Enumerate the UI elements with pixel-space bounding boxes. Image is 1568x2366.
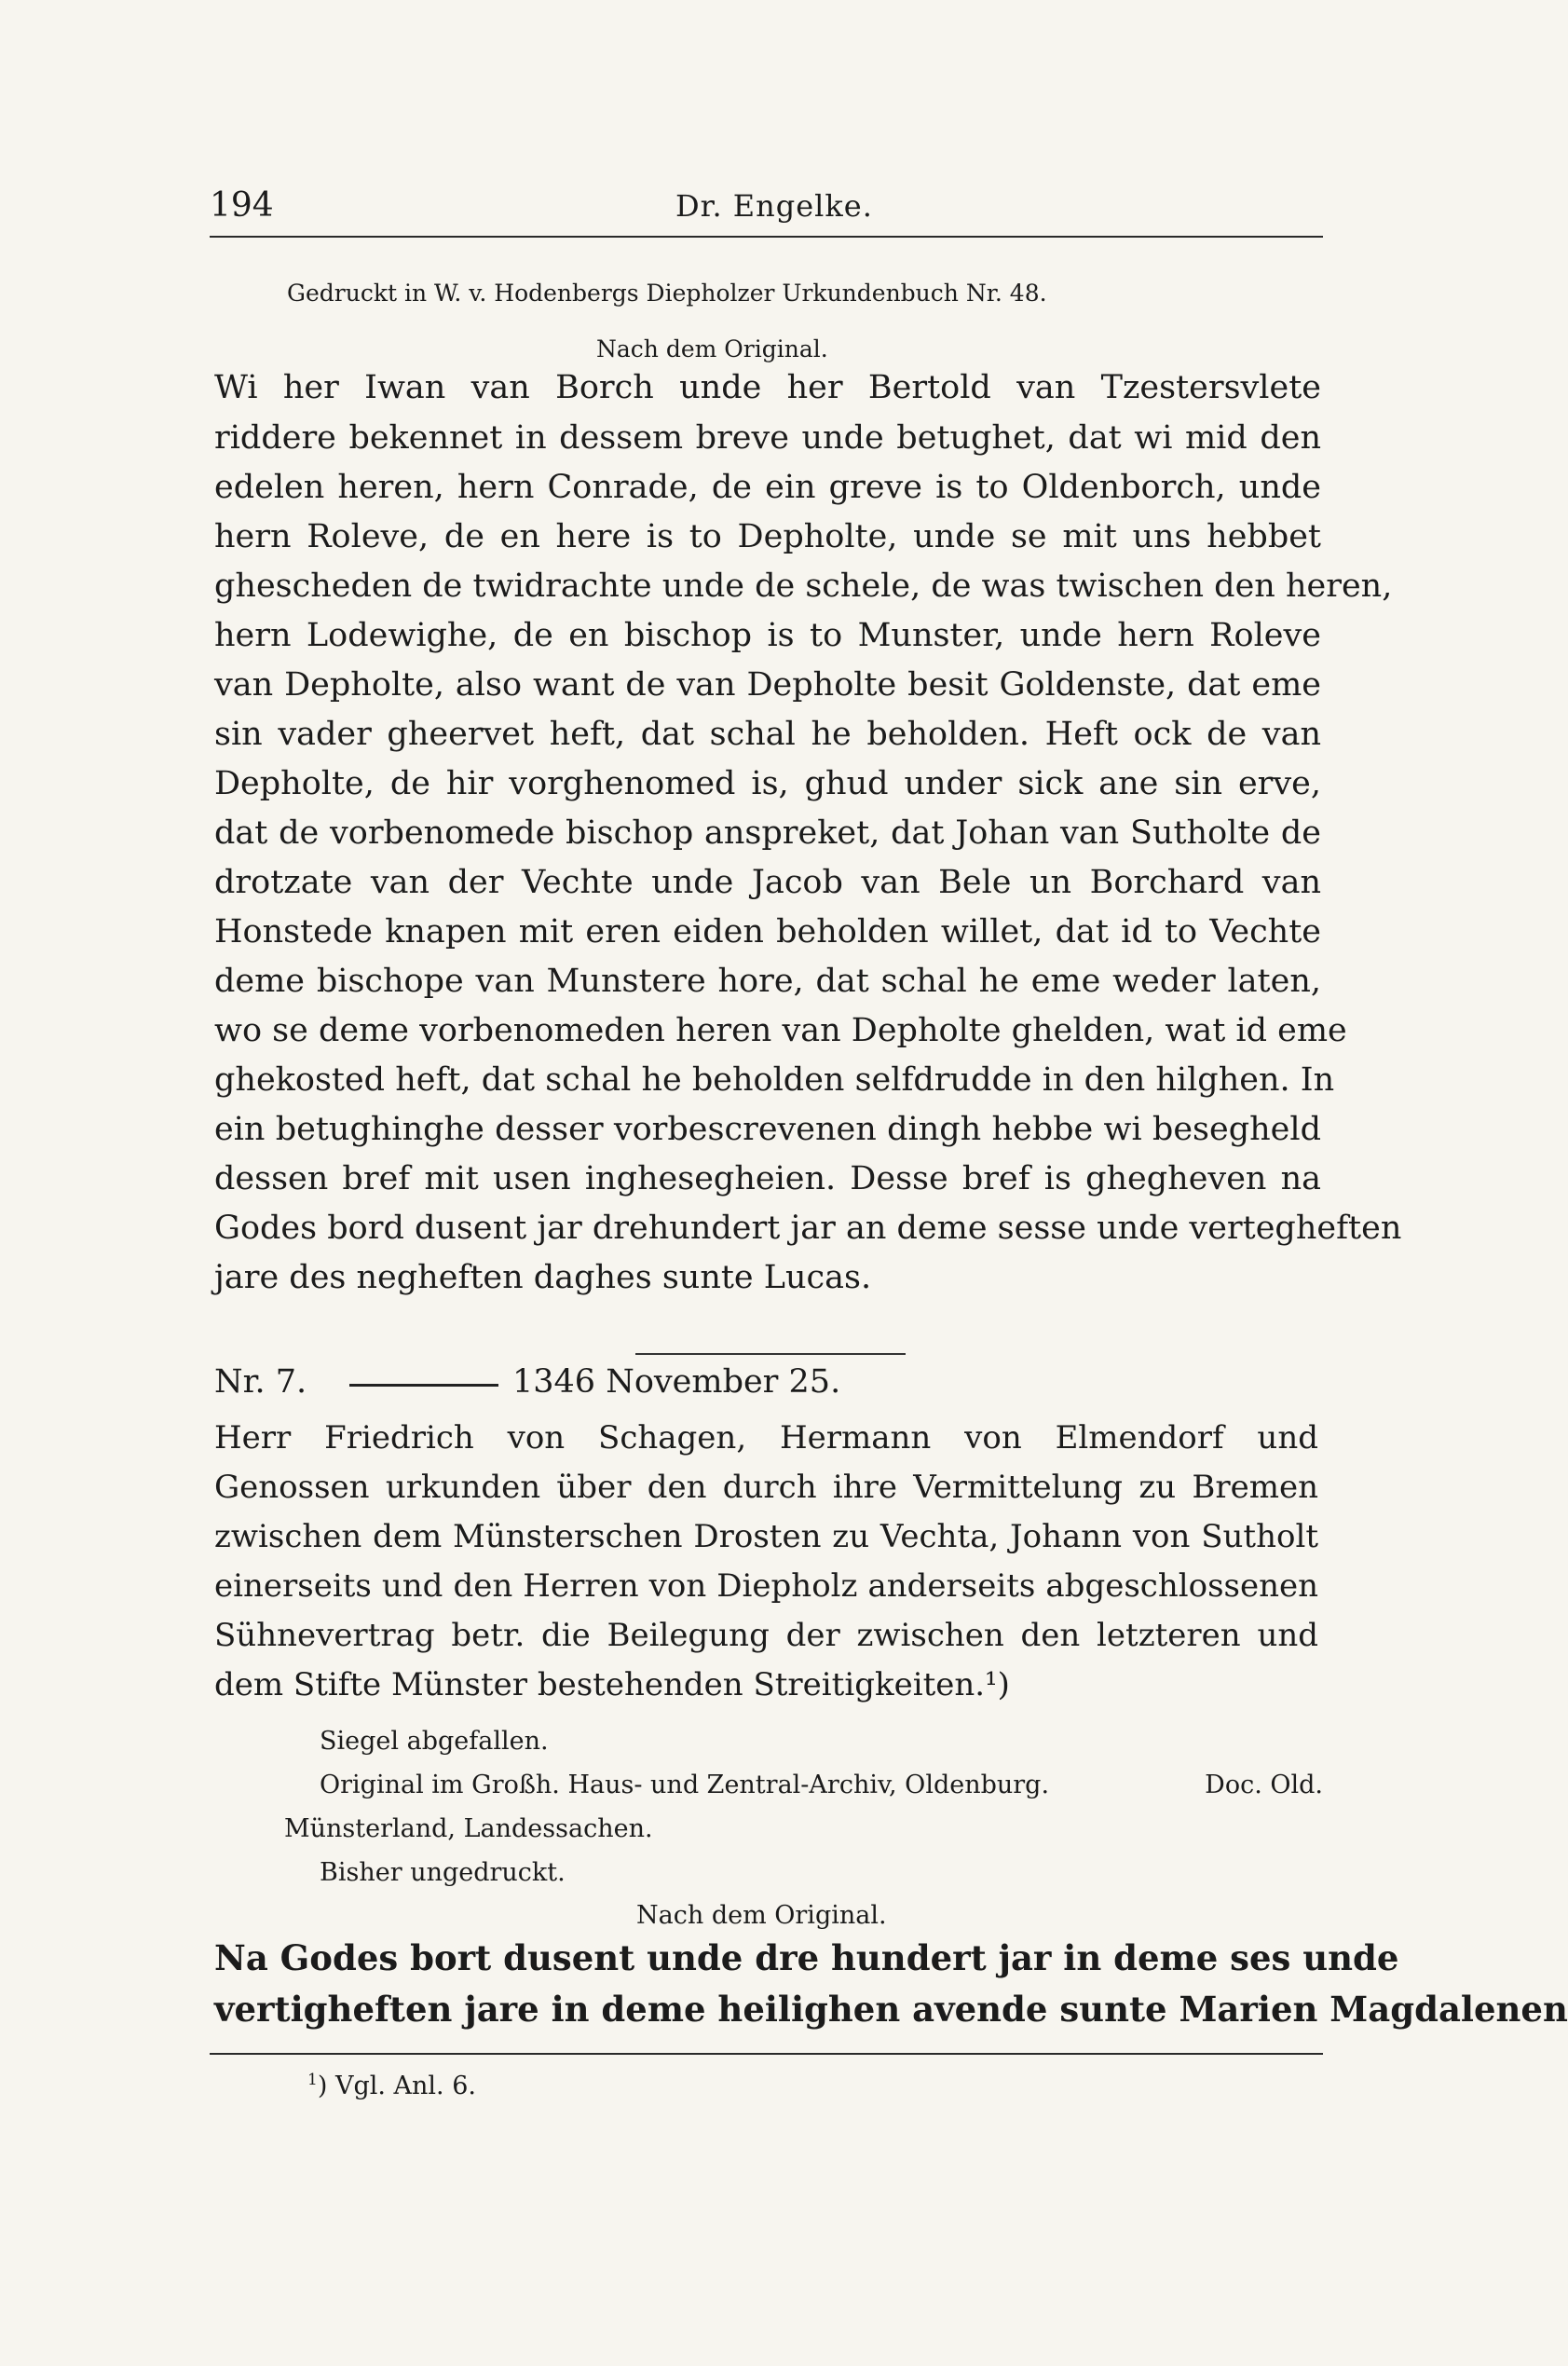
source-note: Gedruckt in W. v. Hodenbergs Diepholzer Urkundenbuch Nr. 48.: [287, 280, 1047, 307]
body-line: jare des negheften daghes sunte Lucas.: [214, 1259, 872, 1296]
original-source-note: Nach dem Original.: [636, 1901, 887, 1930]
document-number: Nr. 7.: [214, 1363, 307, 1401]
body-line: deme bischope van Munstere hore, dat schal he eme weder laten,: [214, 963, 1321, 1000]
body-line: hern Roleve, de en here is to Depholte, unde se mit uns hebbet: [214, 518, 1321, 555]
original-text-line: Na Godes bort dusent unde dre hundert jar in deme ses unde: [214, 1937, 1399, 1978]
summary-line: zwischen dem Münsterschen Drosten zu Vechta, Johann von Sutholt: [214, 1518, 1318, 1555]
summary-line: Herr Friedrich von Schagen, Hermann von Elmendorf und: [214, 1419, 1318, 1457]
body-line: ghekosted heft, dat schal he beholden selfdrudde in den hilghen. In: [214, 1061, 1335, 1099]
body-line: Honstede knapen mit eren eiden beholden willet, dat id to Vechte: [214, 913, 1321, 951]
unprinted-note: Bisher ungedruckt.: [320, 1858, 566, 1887]
body-line: ghescheden de twidrachte unde de schele, de was twischen den heren,: [214, 568, 1393, 605]
footnote: [307, 2071, 476, 2100]
archive-note-continued: Münsterland, Landessachen.: [284, 1814, 653, 1843]
summary-line: dem Stifte Münster bestehenden Streitigkeiten.¹): [214, 1666, 1010, 1703]
body-line: Depholte, de hir vorghenomed is, ghud under sick ane sin erve,: [214, 765, 1321, 802]
archive-reference: Doc. Old.: [1205, 1771, 1323, 1799]
body-line: ein betughinghe desser vorbescrevenen dingh hebbe wi besegheld: [214, 1111, 1321, 1148]
body-line: Wi her Iwan van Borch unde her Bertold van Tzestersvlete: [214, 369, 1321, 406]
body-line: van Depholte, also want de van Depholte besit Goldenste, dat eme: [214, 666, 1321, 704]
footnote-marker: 1: [307, 2071, 318, 2089]
header-rule: [210, 236, 1323, 238]
document-heading: [214, 1363, 1323, 1404]
body-line: dessen bref mit usen inghesegheien. Desse bref is ghegheven na: [214, 1160, 1321, 1197]
body-line: wo se deme vorbenomeden heren van Depholte ghelden, wat id eme: [214, 1012, 1347, 1049]
footnote-text: ) Vgl. Anl. 6.: [317, 2072, 476, 2100]
document-date: 1346 November 25.: [512, 1363, 841, 1401]
summary-line: einerseits und den Herren von Diepholz anderseits abgeschlossenen: [214, 1567, 1318, 1605]
heading-dash: [349, 1384, 498, 1387]
page-header: [210, 186, 1323, 233]
section-separator: [635, 1353, 906, 1355]
seal-note: Siegel abgefallen.: [320, 1727, 549, 1756]
body-line: dat de vorbenomede bischop anspreket, dat Johan van Sutholte de: [214, 814, 1321, 852]
body-line: riddere bekennet in dessem breve unde betughet, dat wi mid den: [214, 419, 1321, 457]
body-line: sin vader gheervet heft, dat schal he beholden. Heft ock de van: [214, 716, 1321, 753]
body-line: edelen heren, hern Conrade, de ein greve is to Oldenborch, unde: [214, 469, 1321, 506]
running-head: Dr. Engelke.: [675, 188, 873, 224]
summary-line: Sühnevertrag betr. die Beilegung der zwischen den letzteren und: [214, 1617, 1318, 1654]
archive-note: Original im Großh. Haus- und Zentral-Archiv, Oldenburg.: [320, 1771, 1050, 1799]
page-number: 194: [210, 186, 274, 225]
body-line: hern Lodewighe, de en bischop is to Munster, unde hern Roleve: [214, 617, 1321, 654]
original-text-line: vertigheften jare in deme heilighen avende sunte Marien Magdalenen: [214, 1989, 1568, 2030]
summary-line: Genossen urkunden über den durch ihre Vermittelung zu Bremen: [214, 1469, 1318, 1506]
source-note-original: Nach dem Original.: [596, 335, 828, 362]
footnote-rule: [210, 2053, 1323, 2055]
body-line: Godes bord dusent jar drehundert jar an deme sesse unde vertegheften: [214, 1210, 1402, 1247]
body-line: drotzate van der Vechte unde Jacob van Bele un Borchard van: [214, 864, 1321, 901]
